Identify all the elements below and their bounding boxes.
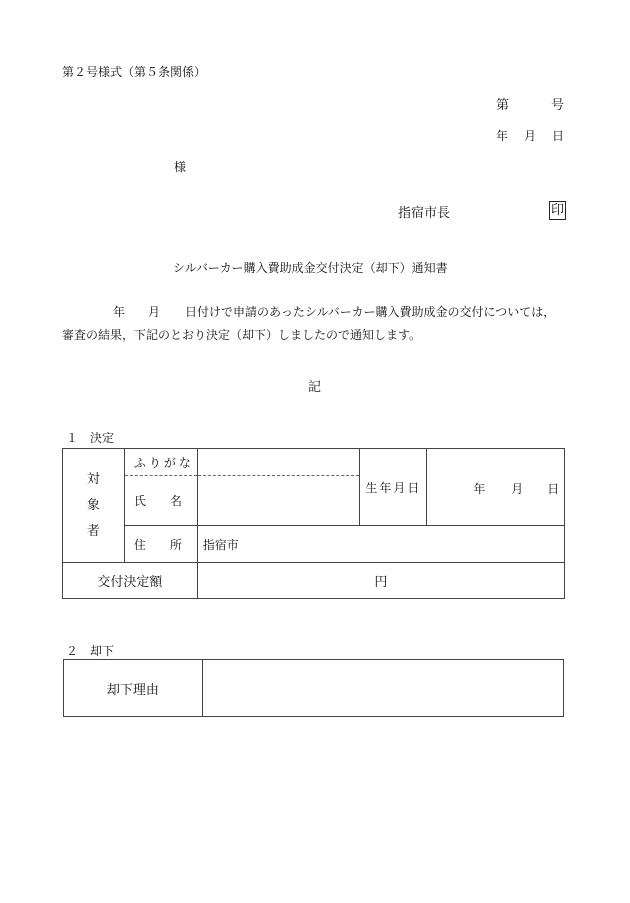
date-day: 日 (552, 129, 565, 143)
rejection-table (63, 659, 564, 717)
subject-char: 象 (86, 497, 100, 513)
furigana-label: ふりがな (124, 449, 197, 476)
birth-year: 年 (473, 482, 486, 496)
birth-value[interactable] (427, 449, 565, 526)
number-go: 号 (551, 98, 565, 113)
issuer-name: 指宿市長 (398, 206, 451, 221)
name-value[interactable] (197, 476, 360, 526)
subject-cell (63, 449, 125, 563)
ki-mark: 記 (308, 380, 322, 395)
body-month: 月 (148, 305, 161, 319)
section2-heading: ２ 却下 (66, 644, 115, 658)
subject-char: 対 (86, 471, 100, 487)
name-label: 氏 名 (124, 476, 197, 526)
furigana-value[interactable] (197, 449, 360, 476)
seal-mark: 印 (551, 203, 565, 218)
number-dai: 第 (496, 98, 510, 113)
body-line1: 日付けで申請のあったシルバーカー購入費助成金の交付については， (185, 305, 556, 319)
date-year: 年 (496, 129, 509, 143)
document-title: シルバーカー購入費助成金交付決定（却下）通知書 (173, 261, 448, 275)
amount-label: 交付決定額 (63, 563, 198, 599)
amount-value[interactable]: 円 (197, 563, 564, 599)
birth-label: 生年月日 (360, 449, 427, 526)
body-year: 年 (113, 305, 126, 319)
section1-heading: １ 決定 (66, 431, 115, 445)
body-line2: 審査の結果，下記のとおり決定（却下）しましたので通知します。 (62, 328, 422, 342)
address-label: 住 所 (124, 526, 197, 563)
reason-label: 却下理由 (64, 660, 203, 717)
addressee-suffix: 様 (174, 160, 187, 174)
birth-month: 月 (511, 482, 524, 496)
decision-table (62, 448, 565, 599)
subject-char: 者 (86, 523, 100, 539)
form-label: 第２号様式（第５条関係） (62, 65, 207, 79)
date-month: 月 (524, 129, 537, 143)
address-value[interactable]: 指宿市 (197, 526, 564, 563)
birth-day: 日 (547, 482, 560, 496)
reason-value[interactable] (202, 660, 563, 717)
